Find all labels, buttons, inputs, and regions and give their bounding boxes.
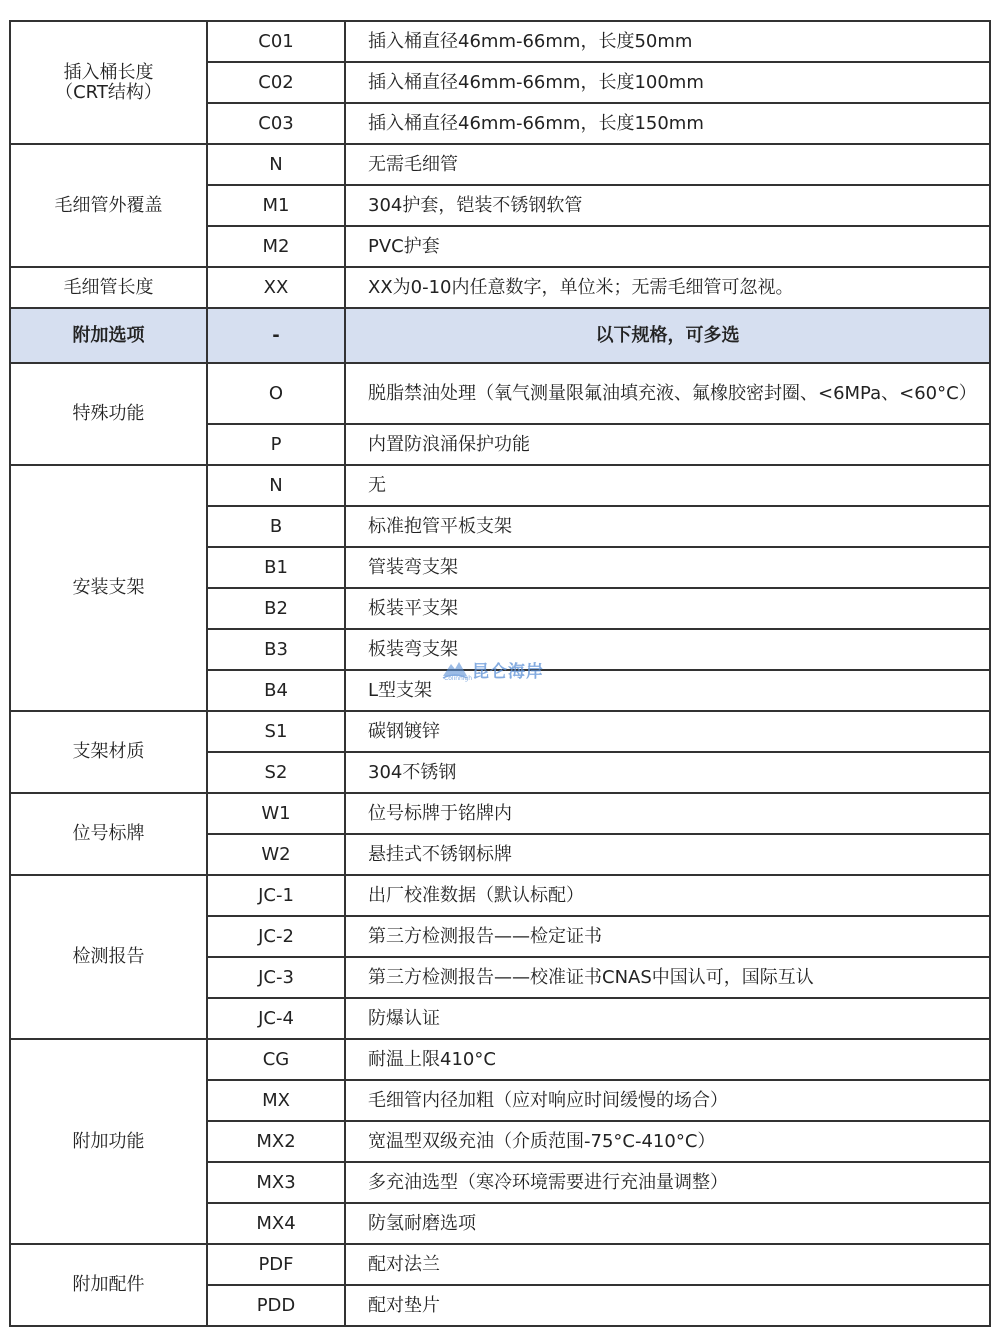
description-cell: 第三方检测报告——校准证书CNAS中国认可，国际互认: [345, 957, 990, 998]
category-label: 插入桶长度: [63, 61, 154, 83]
section-header-code: -: [207, 308, 345, 363]
watermark-logo: [442, 655, 562, 683]
description-cell: 宽温型双级充油（介质范围-75°C-410°C）: [345, 1121, 990, 1162]
description-cell: 位号标牌于铭牌内: [345, 793, 990, 834]
table-row: [10, 1039, 990, 1080]
table-row: [10, 144, 990, 185]
code-cell: MX: [207, 1080, 345, 1121]
section-header-row: [10, 308, 990, 363]
description-cell: 插入桶直径46mm-66mm，长度100mm: [345, 62, 990, 103]
table-row: [10, 711, 990, 752]
code-cell: MX3: [207, 1162, 345, 1203]
description-cell: 防爆认证: [345, 998, 990, 1039]
code-cell: CG: [207, 1039, 345, 1080]
category-cell: 毛细管长度: [10, 267, 207, 308]
table-row: [10, 363, 990, 424]
description-cell: 耐温上限410°C: [345, 1039, 990, 1080]
code-cell: S1: [207, 711, 345, 752]
category-cell: 毛细管外覆盖: [10, 144, 207, 267]
description-cell: 板装弯支架: [345, 629, 990, 670]
watermark-text: 昆仑海岸: [472, 661, 544, 682]
code-cell: N: [207, 465, 345, 506]
description-cell: 毛细管内径加粗（应对响应时间缓慢的场合）: [345, 1080, 990, 1121]
description-cell: 配对垫片: [345, 1285, 990, 1326]
section-header-desc: 以下规格，可多选: [345, 308, 990, 363]
description-cell: 标准抱管平板支架: [345, 506, 990, 547]
code-cell: M1: [207, 185, 345, 226]
description-cell: 配对法兰: [345, 1244, 990, 1285]
code-cell: M2: [207, 226, 345, 267]
category-cell: 位号标牌: [10, 793, 207, 875]
category-cell: 特殊功能: [10, 363, 207, 465]
code-cell: XX: [207, 267, 345, 308]
description-cell: 防氢耐磨选项: [345, 1203, 990, 1244]
code-cell: B3: [207, 629, 345, 670]
category-cell: 支架材质: [10, 711, 207, 793]
code-cell: C02: [207, 62, 345, 103]
category-cell: 附加配件: [10, 1244, 207, 1326]
category-sublabel: （CRT结构）: [55, 81, 162, 103]
description-cell: 多充油选型（寒冷环境需要进行充油量调整）: [345, 1162, 990, 1203]
category-cell: 检测报告: [10, 875, 207, 1039]
table-row: [10, 875, 990, 916]
category-cell: 附加功能: [10, 1039, 207, 1244]
description-cell: 管装弯支架: [345, 547, 990, 588]
code-cell: JC-2: [207, 916, 345, 957]
code-cell: B1: [207, 547, 345, 588]
section-header-label: 附加选项: [10, 308, 207, 363]
description-cell: 脱脂禁油处理（氧气测量限氟油填充液、氟橡胶密封圈、<6MPa、<60°C）: [345, 363, 990, 424]
description-cell: 内置防浪涌保护功能: [345, 424, 990, 465]
description-cell: 板装平支架: [345, 588, 990, 629]
code-cell: B: [207, 506, 345, 547]
description-cell: 无需毛细管: [345, 144, 990, 185]
description-cell: 304不锈钢: [345, 752, 990, 793]
description-cell: 插入桶直径46mm-66mm，长度50mm: [345, 21, 990, 62]
code-cell: JC-4: [207, 998, 345, 1039]
table-row: [10, 793, 990, 834]
description-cell: PVC护套: [345, 226, 990, 267]
code-cell: JC-1: [207, 875, 345, 916]
code-cell: PDF: [207, 1244, 345, 1285]
code-cell: W1: [207, 793, 345, 834]
code-cell: S2: [207, 752, 345, 793]
code-cell: MX2: [207, 1121, 345, 1162]
table-row: [10, 267, 990, 308]
code-cell: PDD: [207, 1285, 345, 1326]
watermark-subtext: Colinhigh: [444, 675, 473, 682]
code-cell: C03: [207, 103, 345, 144]
code-cell: C01: [207, 21, 345, 62]
description-cell: 出厂校准数据（默认标配）: [345, 875, 990, 916]
category-cell: 安装支架: [10, 465, 207, 711]
description-cell: 插入桶直径46mm-66mm，长度150mm: [345, 103, 990, 144]
category-cell: [10, 21, 207, 144]
description-cell: 304护套，铠装不锈钢软管: [345, 185, 990, 226]
code-cell: W2: [207, 834, 345, 875]
table-row: [10, 1244, 990, 1285]
table-row: [10, 21, 990, 62]
code-cell: N: [207, 144, 345, 185]
description-cell: 碳钢镀锌: [345, 711, 990, 752]
description-cell: XX为0-10内任意数字，单位米；无需毛细管可忽视。: [345, 267, 990, 308]
description-cell: L型支架: [345, 670, 990, 711]
code-cell: JC-3: [207, 957, 345, 998]
description-cell: 悬挂式不锈钢标牌: [345, 834, 990, 875]
code-cell: B2: [207, 588, 345, 629]
code-cell: P: [207, 424, 345, 465]
code-cell: O: [207, 363, 345, 424]
description-cell: 第三方检测报告——检定证书: [345, 916, 990, 957]
table-row: [10, 465, 990, 506]
code-cell: MX4: [207, 1203, 345, 1244]
description-cell: 无: [345, 465, 990, 506]
code-cell: B4: [207, 670, 345, 711]
